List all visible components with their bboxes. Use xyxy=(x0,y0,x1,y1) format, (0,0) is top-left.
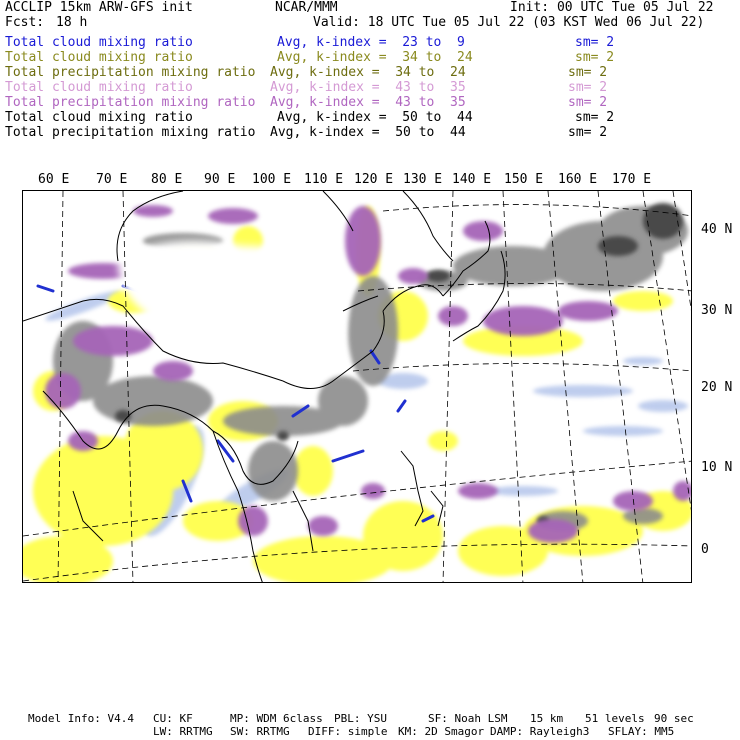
field-name: Total cloud mixing ratio xyxy=(5,110,193,125)
pbl-scheme: PBL: YSU xyxy=(334,712,387,725)
plot-title: ACCLIP 15km ARW-GFS init xyxy=(5,0,193,15)
microphysics-scheme: MP: WDM 6class xyxy=(230,712,323,725)
longitude-label: 100 E xyxy=(252,172,292,187)
field-smoothing: sm= 2 xyxy=(575,50,615,65)
organization-label: NCAR/MMM xyxy=(275,0,338,15)
longitude-label: 130 E xyxy=(403,172,443,187)
field-row xyxy=(5,110,615,125)
field-smoothing: sm= 2 xyxy=(568,95,608,110)
field-row xyxy=(5,80,608,95)
surface-layer-option: SFLAY: MM5 xyxy=(608,725,675,738)
vertical-levels: 51 levels xyxy=(585,712,645,725)
longitude-label: 60 E xyxy=(38,172,70,187)
field-row xyxy=(5,125,608,140)
field-name: Total precipitation mixing ratio xyxy=(5,125,256,140)
field-smoothing: sm= 2 xyxy=(575,35,615,50)
damping-option: DAMP: Rayleigh3 xyxy=(490,725,590,738)
longitude-label: 160 E xyxy=(558,172,598,187)
surface-scheme: SF: Noah LSM xyxy=(428,712,508,725)
model-version: Model Info: V4.4 xyxy=(28,712,134,725)
field-index-range: Avg, k-index = 50 to 44 xyxy=(270,125,466,140)
field-name: Total cloud mixing ratio xyxy=(5,35,193,50)
longitude-label: 170 E xyxy=(612,172,652,187)
longitude-label: 140 E xyxy=(452,172,492,187)
shortwave-scheme: SW: RRTMG xyxy=(230,725,290,738)
field-index-range: Avg, k-index = 34 to 24 xyxy=(277,50,473,65)
longitude-label: 120 E xyxy=(354,172,394,187)
field-smoothing: sm= 2 xyxy=(568,65,608,80)
field-smoothing: sm= 2 xyxy=(568,125,608,140)
field-name: Total precipitation mixing ratio xyxy=(5,65,256,80)
field-row xyxy=(5,35,615,50)
init-time: Init: 00 UTC Tue 05 Jul 22 xyxy=(510,0,714,15)
field-name: Total precipitation mixing ratio xyxy=(5,95,256,110)
cumulus-scheme: CU: KF xyxy=(153,712,193,725)
forecast-hour: 18 h xyxy=(56,15,88,30)
field-index-range: Avg, k-index = 34 to 24 xyxy=(270,65,466,80)
map-canvas xyxy=(23,191,692,583)
field-smoothing: sm= 2 xyxy=(568,80,608,95)
diffusion-option: DIFF: simple xyxy=(308,725,388,738)
field-row xyxy=(5,50,615,65)
field-index-range: Avg, k-index = 43 to 35 xyxy=(270,80,466,95)
time-step: 90 sec xyxy=(654,712,694,725)
field-row xyxy=(5,65,608,80)
longitude-label: 90 E xyxy=(204,172,236,187)
field-row xyxy=(5,95,608,110)
field-smoothing: sm= 2 xyxy=(575,110,615,125)
longitude-label: 80 E xyxy=(151,172,183,187)
latitude-label: 20 N xyxy=(701,380,733,395)
valid-time: Valid: 18 UTC Tue 05 Jul 22 (03 KST Wed 06 Jul 22) xyxy=(313,15,705,30)
latitude-label: 0 xyxy=(701,542,709,557)
field-index-range: Avg, k-index = 23 to 9 xyxy=(277,35,465,50)
latitude-label: 10 N xyxy=(701,460,733,475)
forecast-label: Fcst: xyxy=(5,15,45,30)
latitude-label: 40 N xyxy=(701,222,733,237)
tibetan-plateau-blank xyxy=(118,241,346,377)
grid-spacing: 15 km xyxy=(530,712,564,725)
field-index-range: Avg, k-index = 43 to 35 xyxy=(270,95,466,110)
field-name: Total cloud mixing ratio xyxy=(5,50,193,65)
latitude-label: 30 N xyxy=(701,303,733,318)
longitude-label: 110 E xyxy=(304,172,344,187)
longitude-label: 70 E xyxy=(96,172,128,187)
longwave-scheme: LW: RRTMG xyxy=(153,725,213,738)
longitude-label: 150 E xyxy=(504,172,544,187)
map-panel xyxy=(22,190,692,583)
field-name: Total cloud mixing ratio xyxy=(5,80,193,95)
field-index-range: Avg, k-index = 50 to 44 xyxy=(277,110,473,125)
km-option: KM: 2D Smagor xyxy=(398,725,485,738)
